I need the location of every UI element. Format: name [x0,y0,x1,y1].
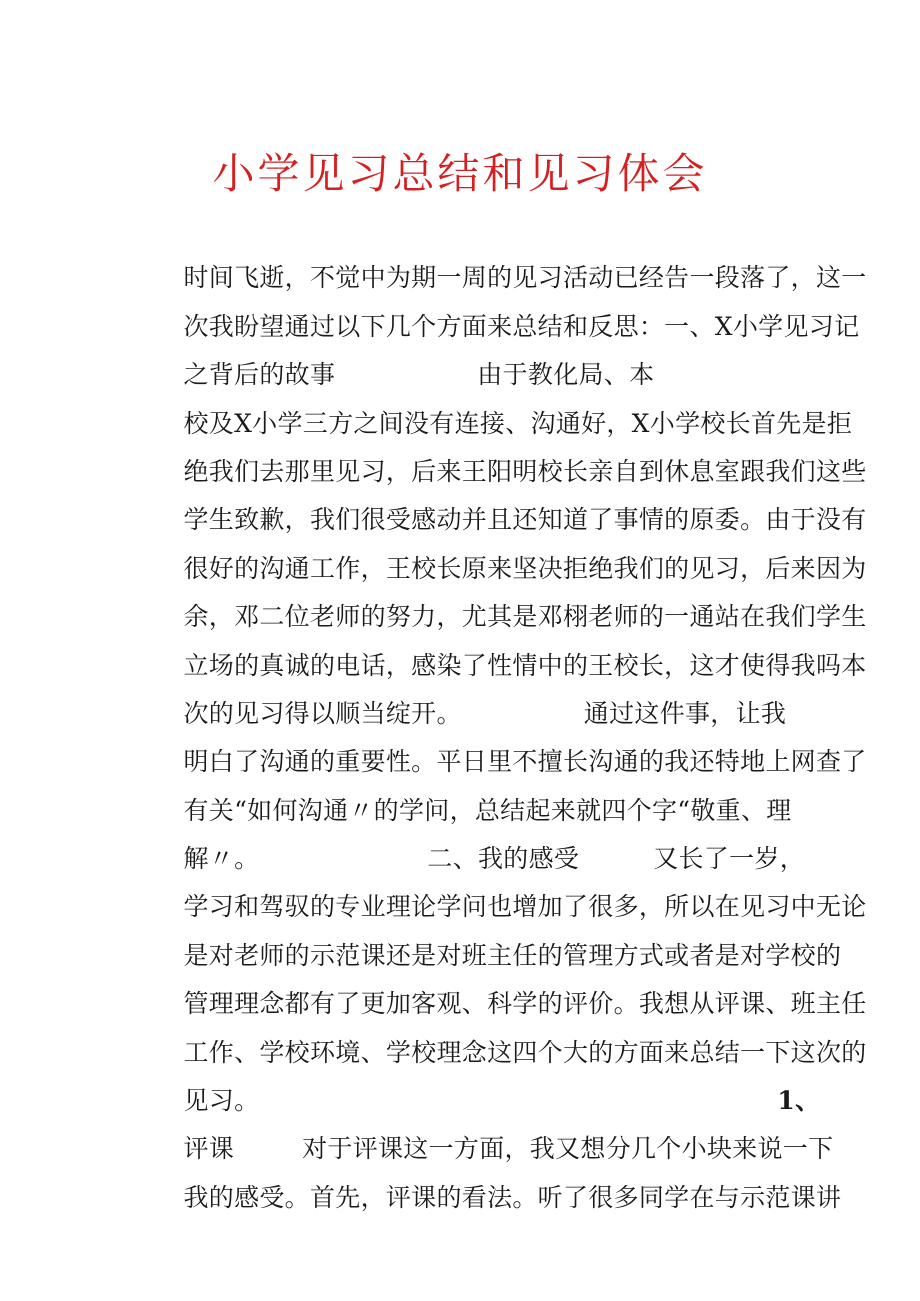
text-segment: 次我盼望通过以下几个方面来总结和反思：一、X小学见习记 [183,311,860,341]
text-segment: 工作、学校环境、学校理念这四个大的方面来总结一下这次的 [183,1037,867,1067]
text-segment: 时间飞逝，不觉中为期一周的见习活动已经告一段落了，这一 [183,263,867,293]
text-segment: 立场的真诚的电话，感染了性情中的王校长，这才使得我吗本 [183,650,867,680]
text-segment: 是对老师的示范课还是对班主任的管理方式或者是对学校的 [183,940,842,970]
text-segment: 学生致歉，我们很受感动并且还知道了事情的原委。由于没有 [183,505,867,535]
text-segment: 明白了沟通的重要性。平日里不擅长沟通的我还特地上网查了 [183,747,867,777]
text-segment: 校及X小学三方之间没有连接、沟通好，X小学校长首先是拒 [183,408,853,438]
text-segment: 绝我们去那里见习，后来王阳明校长亲自到休息室跟我们这些 [183,456,867,486]
text-segment: 我的感受。首先，评课的看法。听了很多同学在与示范课讲 [183,1182,842,1212]
text-segment: 由于教化局、本 [477,360,655,390]
text-segment: 学习和驾驭的专业理论学问也增加了很多，所以在见习中无论 [183,892,867,922]
text-segment: 二、我的感受 [427,844,580,874]
text-segment: 管理理念都有了更加客观、科学的评价。我想从评课、班主任 [183,989,867,1019]
text-segment: 通过这件事，让我 [583,698,787,728]
page-title: 小学见习总结和见习体会 [212,149,708,198]
text-segment: 很好的沟通工作，王校长原来坚决拒绝我们的见习，后来因为 [183,553,867,583]
text-segment: 见习。 [183,1086,260,1116]
body-text [134,206,867,1212]
text-segment: 次的见习得以顺当绽开。 [183,698,462,728]
text-segment: 余，邓二位老师的努力，尤其是邓栩老师的一通站在我们学生 [183,602,867,632]
text-segment: 解〃。 [183,844,260,874]
text-line [134,206,867,293]
text-segment: 对于评课这一方面，我又想分几个小块来说一下 [302,1134,834,1164]
text-segment: 1、 [777,1086,821,1116]
text-segment: 有关“如何沟通〃的学问，总结起来就四个字“敬重、理 [183,795,792,825]
text-segment: 又长了一岁， [653,844,806,874]
text-segment: 之背后的故事 [183,360,336,390]
text-segment: 评课 [183,1134,235,1164]
